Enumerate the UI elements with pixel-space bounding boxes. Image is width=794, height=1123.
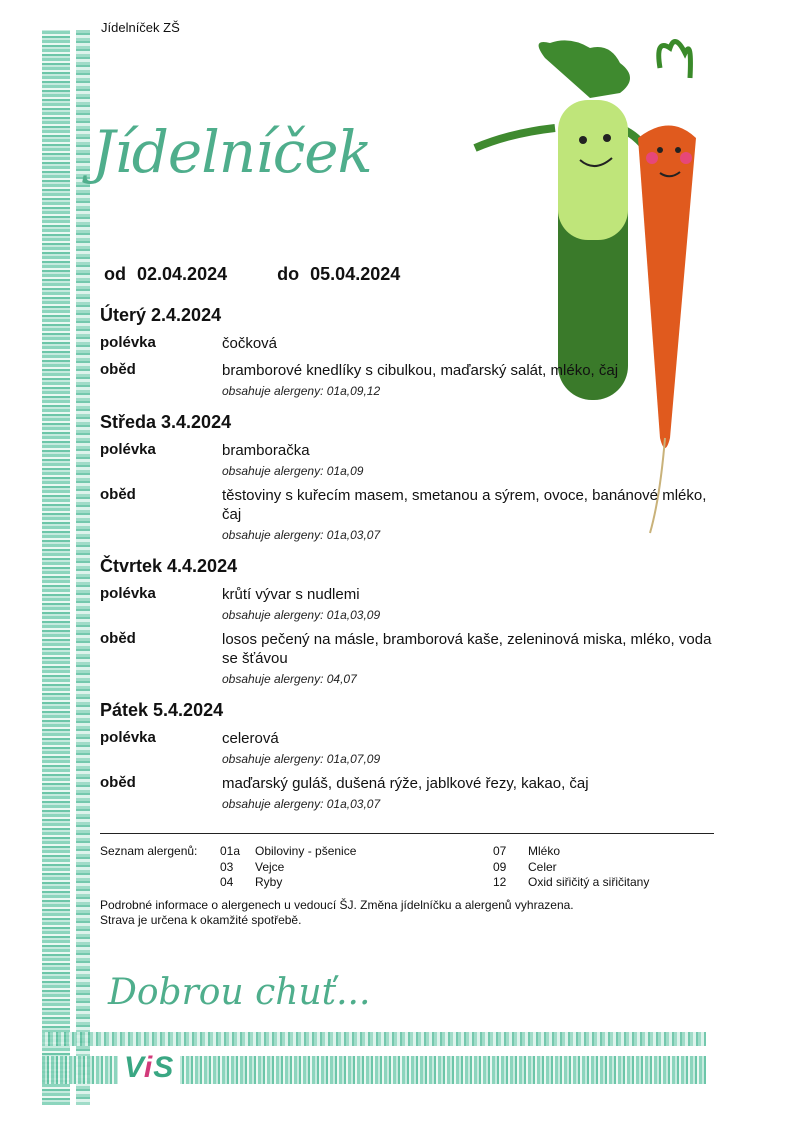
script-title: Jídelníček <box>92 118 372 186</box>
info-note <box>100 898 574 928</box>
day-wednesday <box>100 412 715 542</box>
meal-text: těstoviny s kuřecím masem, smetanou a sýrem, ovoce, banánové mléko, čaj <box>222 487 707 523</box>
to-label: do <box>277 264 300 284</box>
document-label: Jídelníček ZŠ <box>101 20 180 35</box>
date-range <box>104 264 406 285</box>
meal-type: oběd <box>100 630 136 647</box>
legend-row: 04 Ryby <box>220 875 283 889</box>
meal-text: bramborové knedlíky s cibulkou, maďarský salát, mléko, čaj <box>222 362 619 379</box>
from-label: od <box>104 264 126 284</box>
bottom-stripe-narrow <box>42 1032 706 1046</box>
day-thursday <box>100 556 715 686</box>
menu-days <box>100 305 715 825</box>
left-stripe-wide <box>42 30 70 1105</box>
meal-text: maďarský guláš, dušená rýže, jablkové řezy, kakao, čaj <box>222 775 589 792</box>
day-friday <box>100 700 715 811</box>
meal-text: krůtí vývar s nudlemi <box>222 586 360 603</box>
legend-label: Seznam alergenů: <box>100 844 198 858</box>
legend-row: 07 Mléko <box>493 844 561 858</box>
meal-allergens: obsahuje alergeny: 01a,03,09 <box>222 608 381 622</box>
meal-type: polévka <box>100 441 156 458</box>
meal-type: polévka <box>100 585 156 602</box>
meal-type: oběd <box>100 774 136 791</box>
footer-script-text: Dobrou chuť... <box>108 972 371 1013</box>
meal-allergens: obsahuje alergeny: 01a,07,09 <box>222 752 381 766</box>
day-title: Středa 3.4.2024 <box>100 412 232 432</box>
legend-row: 03 Vejce <box>220 859 285 874</box>
meal-type: polévka <box>100 729 156 746</box>
meal-allergens: obsahuje alergeny: 01a,03,07 <box>222 528 381 542</box>
meal-lunch <box>100 486 715 542</box>
day-title: Čtvrtek 4.4.2024 <box>100 556 238 576</box>
legend-row: 12 Oxid siřičitý a siřičitany <box>493 875 650 889</box>
legend-column-right <box>493 844 728 891</box>
legend-row: 09 Celer <box>493 859 557 874</box>
meal-text: čočková <box>222 335 278 352</box>
legend-row: 01a Obiloviny - pšenice <box>220 844 357 858</box>
to-date: 05.04.2024 <box>310 264 401 284</box>
meal-lunch <box>100 774 715 811</box>
meal-lunch <box>100 630 715 686</box>
meal-type: oběd <box>100 361 136 378</box>
meal-soup <box>100 441 715 478</box>
meal-allergens: obsahuje alergeny: 01a,03,07 <box>222 797 381 811</box>
meal-lunch <box>100 361 715 398</box>
meal-text: celerová <box>222 730 279 747</box>
meal-text: losos pečený na másle, bramborová kaše, zeleninová miska, mléko, voda se šťávou <box>222 631 712 667</box>
meal-allergens: obsahuje alergeny: 04,07 <box>222 672 357 686</box>
meal-soup <box>100 334 715 353</box>
vis-logo: ViS <box>118 1051 180 1085</box>
divider <box>100 833 714 834</box>
day-title: Pátek 5.4.2024 <box>100 700 224 720</box>
meal-type: polévka <box>100 334 156 351</box>
legend-column-left <box>220 844 455 891</box>
left-stripe-narrow <box>76 30 90 1105</box>
meal-allergens: obsahuje alergeny: 01a,09 <box>222 464 364 478</box>
day-tuesday <box>100 305 715 398</box>
meal-text: bramboračka <box>222 442 310 459</box>
day-title: Úterý 2.4.2024 <box>100 305 222 325</box>
meal-allergens: obsahuje alergeny: 01a,09,12 <box>222 384 381 398</box>
meal-soup <box>100 729 715 766</box>
meal-soup <box>100 585 715 622</box>
info-line: Podrobné informace o alergenech u vedoucí ŠJ. Změna jídelníčku a alergenů vyhrazena. <box>100 898 574 912</box>
from-date: 02.04.2024 <box>137 264 228 284</box>
meal-type: oběd <box>100 486 136 503</box>
info-line: Strava je určena k okamžité spotřebě. <box>100 913 302 927</box>
